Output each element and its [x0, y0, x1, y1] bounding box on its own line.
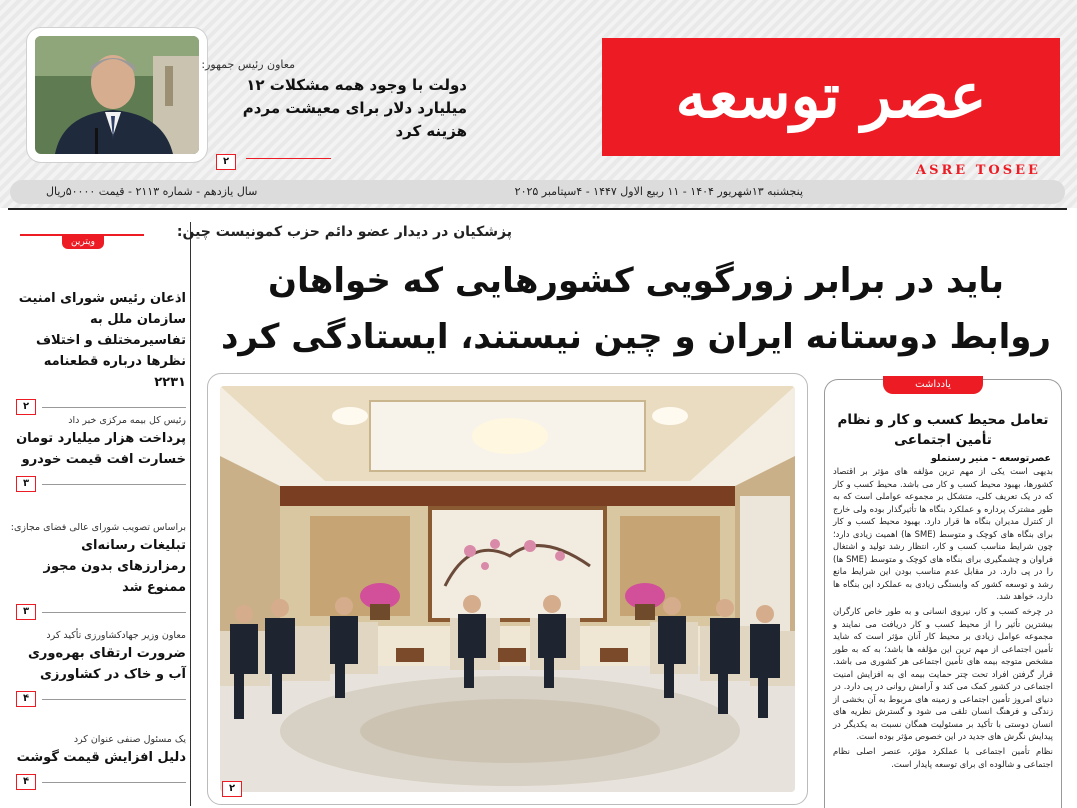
news-headline: ضرورت ارتقای بهره‌وری آب و خاک در کشاورزی — [27, 646, 186, 682]
meeting-hall-image — [220, 386, 795, 792]
editorial-title[interactable]: تعامل محیط کسب و کار و نظام تأمین اجتماعی — [837, 412, 1049, 448]
sidebar-showcase — [10, 226, 186, 806]
news-kicker: یک مسئول صنفی عنوان کرد — [73, 734, 186, 745]
teaser-photo[interactable] — [27, 28, 207, 162]
issue-info: سال یازدهم - شماره ۲۱۱۳ - قیمت ۵۰۰۰۰ریال — [46, 185, 258, 198]
issue-date: پنجشنبه ۱۳شهریور ۱۴۰۴ - ۱۱ ربیع الاول ۱۴۴۷ - ۴سپتامبر ۲۰۲۵ — [514, 185, 803, 198]
editorial-byline: عصرتوسعه - منیر رستملو — [930, 453, 1051, 464]
editorial-body — [833, 465, 1053, 772]
masthead — [0, 0, 1077, 208]
sidebar-news-item[interactable] — [10, 629, 186, 709]
main-headline[interactable] — [206, 253, 1066, 365]
page-number-badge: ۳ — [16, 476, 36, 492]
page-number-badge: ۴ — [16, 774, 36, 790]
editorial-tab: یادداشت — [883, 376, 983, 394]
news-kicker: براساس تصویب شورای عالی فضای مجازی: — [10, 522, 186, 533]
sidebar-news-item[interactable] — [10, 288, 186, 417]
page-number-badge: ۲ — [16, 399, 36, 415]
teaser-divider — [246, 158, 331, 159]
main-headline-line1: باید در برابر زورگویی کشورهایی که خواهان — [268, 261, 1004, 301]
page-number-badge: ۳ — [16, 604, 36, 620]
teaser-headline[interactable]: دولت با وجود همه مشکلات ۱۲ میلیارد دلار برای معیشت مردم هزینه کرد — [242, 76, 467, 140]
sidebar-news-item[interactable] — [10, 521, 186, 622]
photo-page-ref[interactable] — [222, 776, 242, 797]
portrait-image — [35, 36, 199, 154]
main-headline-line2: روابط دوستانه ایران و چین نیستند، ایستادگی کرد — [220, 317, 1051, 357]
news-headline: دلیل افزایش قیمت گوشت — [16, 750, 186, 765]
teaser-kicker: معاون رئیس جمهور: — [201, 58, 295, 71]
masthead-rule — [8, 208, 1067, 210]
news-headline: تبلیغات رسانه‌ای رمزارزهای بدون مجوز ممنوع شد — [43, 538, 186, 595]
page-number-badge: ۴ — [16, 691, 36, 707]
page-number-badge: ۲ — [222, 781, 242, 797]
sidebar-tab — [20, 234, 144, 250]
editorial-column — [824, 379, 1062, 808]
news-kicker: رئیس کل بیمه مرکزی خبر داد — [68, 415, 186, 426]
news-headline: پرداخت هزار میلیارد تومان خسارت افت قیمت خودرو — [16, 431, 186, 467]
news-headline: اذعان رئیس شورای امنیت سازمان ملل به تفاسیرمختلف و اختلاف نظرها درباره قطعنامه ۲۲۳۱ — [18, 291, 186, 390]
main-photo[interactable] — [207, 373, 808, 805]
logo-latin: ASRE TOSEE — [916, 163, 1041, 178]
sidebar-tab-label: ویترین — [62, 236, 104, 249]
editorial-paragraph: بدیهی است یکی از مهم ترین مؤلفه های مؤثر بر اقتصاد کشورها، بهبود محیط کسب و کار می باشد. محیط کسب و کار که در یک تعریف کلی، متشکل بر مجموعه عواملی است که به طور مشترک پرداره و عملکرد بنگاه ها تأثیرگذار بوده ولی خارج از کنترل مدیران بنگاه ها قرار دارد. بهبود محیط کسب و کار برای بنگاه های کوچک و متوسط (SME ها) اهمیت زیادی دارد؛ چون شرایط مناسب کسب و کار، انتظار رشد تولید و اشتغال فراوان و چشمگیری برای بنگاه های کوچک و متوسط (SME ها) را در پی دارد. در مقابل عدم مناسب بودن این شرایط مانع رشد و توسعه کشور که وابستگی زیادی به عملکرد این بنگاه ها دارد، خواهد شد. — [833, 466, 1053, 602]
page-number-badge: ۲ — [216, 154, 236, 170]
teaser-page-ref[interactable] — [216, 149, 236, 170]
news-kicker: معاون وزیر جهادکشاورزی تأکید کرد — [46, 630, 186, 641]
column-divider — [190, 222, 191, 806]
sidebar-news-item[interactable] — [10, 733, 186, 792]
main-kicker: پزشکیان در دیدار عضو دائم حزب کمونیست چین: — [176, 224, 512, 240]
sidebar-news-item[interactable] — [10, 414, 186, 494]
newspaper-logo[interactable] — [602, 38, 1060, 156]
logo-text: عصر توسعه — [675, 59, 987, 132]
editorial-paragraph: نظام تأمین اجتماعی با عملکرد مؤثر، عنصر اصلی نظام اجتماعی و شالوده ای برای توسعه پایدار است. — [833, 746, 1053, 769]
editorial-paragraph: در چرخه کسب و کار، نیروی انسانی و به طور خاص کارگران بیشترین تأثیر را از محیط کسب و کار دریافت می نمایند و مجموعه عوامل زیادی بر محیط کار آنان مؤثر است که شاید تأمین اجتماعی از مهم ترین این مؤلفه ها باشد؛ به که به طور مشخص متوجه بیمه های تأمین اجتماعی هر کشوری می باشد. قرار گرفتن افراد تحت چتر حمایت بیمه ای به افزایش امنیت اجتماعی در کشور کمک می کند و آرامش روانی در پی دارد. در دنیای امروز تأمین اجتماعی و زمینه های مربوط به آن بخشی از زندگی و فرهنگ انسان تلقی می شود و گسترش نظریه های انسان دوستی با تأکید بر مسئولیت همگان نسبت به یکدیگر در پیدایش نگرش های جدید در این خصوص مؤثر بوده است. — [833, 606, 1053, 742]
dateline-bar — [10, 180, 1065, 204]
